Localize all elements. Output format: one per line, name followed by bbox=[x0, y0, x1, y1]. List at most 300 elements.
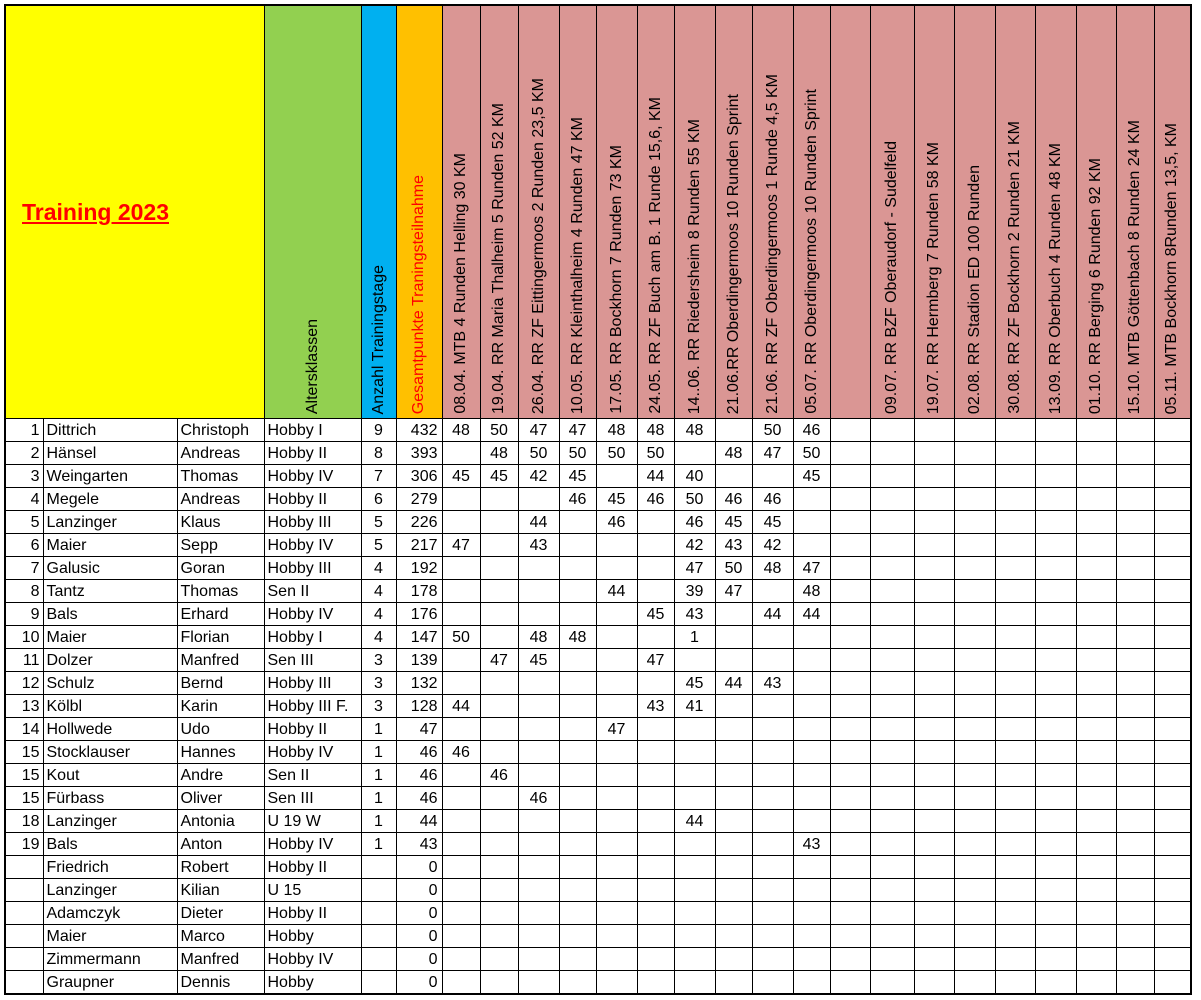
rank-cell bbox=[5, 925, 43, 948]
points-cell bbox=[1035, 741, 1076, 764]
points-cell bbox=[1035, 465, 1076, 488]
points-cell bbox=[954, 764, 995, 787]
points-cell bbox=[596, 971, 637, 995]
points-cell bbox=[752, 741, 793, 764]
points-cell bbox=[442, 442, 480, 465]
points-cell bbox=[637, 948, 674, 971]
lastname-cell: Dolzer bbox=[43, 649, 177, 672]
points-cell bbox=[1116, 695, 1154, 718]
points-cell bbox=[914, 879, 954, 902]
points-cell bbox=[1076, 902, 1116, 925]
points-cell bbox=[442, 488, 480, 511]
points-cell: 44 bbox=[715, 672, 752, 695]
points-cell bbox=[995, 971, 1035, 995]
points-cell bbox=[793, 856, 830, 879]
total-cell: 393 bbox=[396, 442, 442, 465]
points-cell bbox=[442, 971, 480, 995]
points-cell bbox=[1116, 856, 1154, 879]
header-event-7 bbox=[715, 5, 752, 419]
class-cell: Hobby II bbox=[264, 488, 361, 511]
points-cell bbox=[995, 419, 1035, 442]
points-cell bbox=[1154, 948, 1191, 971]
rank-cell: 13 bbox=[5, 695, 43, 718]
class-cell: Hobby IV bbox=[264, 465, 361, 488]
total-cell: 147 bbox=[396, 626, 442, 649]
points-cell bbox=[518, 580, 559, 603]
lastname-cell: Dittrich bbox=[43, 419, 177, 442]
points-cell bbox=[637, 557, 674, 580]
points-cell bbox=[518, 856, 559, 879]
total-cell: 139 bbox=[396, 649, 442, 672]
points-cell bbox=[830, 419, 870, 442]
points-cell bbox=[1116, 672, 1154, 695]
points-cell bbox=[1116, 626, 1154, 649]
firstname-cell: Kilian bbox=[177, 879, 264, 902]
points-cell: 39 bbox=[674, 580, 715, 603]
points-cell bbox=[914, 672, 954, 695]
header-event-label: 13.09. RR Oberbuch 4 Runden 48 KM bbox=[1046, 142, 1064, 414]
points-cell bbox=[637, 879, 674, 902]
points-cell bbox=[637, 534, 674, 557]
points-cell bbox=[870, 603, 914, 626]
points-cell bbox=[914, 534, 954, 557]
points-cell bbox=[870, 879, 914, 902]
points-cell bbox=[518, 741, 559, 764]
rank-cell bbox=[5, 971, 43, 995]
points-cell bbox=[1116, 925, 1154, 948]
points-cell bbox=[1076, 810, 1116, 833]
header-event-label: 21.06. RR ZF Oberdingermoos 1 Runde 4,5 KM bbox=[763, 74, 781, 414]
rank-cell: 14 bbox=[5, 718, 43, 741]
points-cell bbox=[1154, 557, 1191, 580]
points-cell bbox=[637, 764, 674, 787]
points-cell bbox=[870, 764, 914, 787]
points-cell bbox=[1076, 718, 1116, 741]
points-cell bbox=[637, 672, 674, 695]
points-cell: 45 bbox=[674, 672, 715, 695]
points-cell bbox=[559, 948, 596, 971]
points-cell bbox=[830, 810, 870, 833]
points-cell bbox=[752, 695, 793, 718]
points-cell bbox=[480, 902, 518, 925]
header-event-5 bbox=[637, 5, 674, 419]
firstname-cell: Karin bbox=[177, 695, 264, 718]
points-cell bbox=[518, 695, 559, 718]
total-cell: 0 bbox=[396, 902, 442, 925]
points-cell bbox=[1035, 971, 1076, 995]
points-cell bbox=[914, 557, 954, 580]
points-cell bbox=[830, 902, 870, 925]
points-cell: 44 bbox=[637, 465, 674, 488]
points-cell: 45 bbox=[559, 465, 596, 488]
days-cell: 3 bbox=[361, 649, 396, 672]
points-cell bbox=[1076, 626, 1116, 649]
table-row bbox=[5, 971, 1191, 995]
points-cell bbox=[637, 718, 674, 741]
points-cell bbox=[596, 856, 637, 879]
points-cell bbox=[995, 741, 1035, 764]
points-cell: 46 bbox=[442, 741, 480, 764]
points-cell bbox=[559, 718, 596, 741]
firstname-cell: Andreas bbox=[177, 442, 264, 465]
points-cell bbox=[715, 626, 752, 649]
class-cell: Hobby IV bbox=[264, 534, 361, 557]
header-event-label: 19.04. RR Maria Thalheim 5 Runden 52 KM bbox=[490, 103, 507, 414]
points-cell bbox=[715, 419, 752, 442]
points-cell bbox=[1035, 879, 1076, 902]
total-cell: 226 bbox=[396, 511, 442, 534]
table-row bbox=[5, 948, 1191, 971]
total-cell: 0 bbox=[396, 856, 442, 879]
points-cell bbox=[1154, 465, 1191, 488]
lastname-cell: Adamczyk bbox=[43, 902, 177, 925]
header-event-1 bbox=[480, 5, 518, 419]
points-cell bbox=[870, 580, 914, 603]
points-cell bbox=[830, 534, 870, 557]
total-cell: 132 bbox=[396, 672, 442, 695]
points-cell bbox=[1116, 603, 1154, 626]
points-cell bbox=[954, 672, 995, 695]
table-row bbox=[5, 856, 1191, 879]
points-cell bbox=[715, 833, 752, 856]
table-row bbox=[5, 902, 1191, 925]
points-cell bbox=[1154, 695, 1191, 718]
points-cell bbox=[518, 764, 559, 787]
points-cell bbox=[1154, 925, 1191, 948]
points-cell bbox=[1116, 741, 1154, 764]
points-cell bbox=[830, 557, 870, 580]
rank-cell bbox=[5, 879, 43, 902]
rank-cell: 11 bbox=[5, 649, 43, 672]
points-cell bbox=[1076, 603, 1116, 626]
header-event-6 bbox=[674, 5, 715, 419]
points-cell bbox=[752, 626, 793, 649]
points-cell bbox=[1035, 787, 1076, 810]
header-event-16 bbox=[1076, 5, 1116, 419]
firstname-cell: Thomas bbox=[177, 580, 264, 603]
lastname-cell: Hollwede bbox=[43, 718, 177, 741]
points-cell bbox=[674, 925, 715, 948]
points-cell bbox=[674, 902, 715, 925]
lastname-cell: Maier bbox=[43, 534, 177, 557]
points-cell bbox=[914, 718, 954, 741]
points-cell bbox=[1076, 925, 1116, 948]
points-cell bbox=[1116, 649, 1154, 672]
points-cell bbox=[752, 580, 793, 603]
points-cell bbox=[914, 902, 954, 925]
points-cell bbox=[954, 833, 995, 856]
firstname-cell: Andre bbox=[177, 764, 264, 787]
points-cell bbox=[674, 718, 715, 741]
points-cell bbox=[914, 971, 954, 995]
points-cell bbox=[637, 971, 674, 995]
points-cell bbox=[1076, 557, 1116, 580]
class-cell: Hobby I bbox=[264, 626, 361, 649]
points-cell: 43 bbox=[674, 603, 715, 626]
firstname-cell: Goran bbox=[177, 557, 264, 580]
points-cell bbox=[1035, 511, 1076, 534]
points-cell bbox=[559, 511, 596, 534]
days-cell bbox=[361, 925, 396, 948]
points-cell bbox=[1076, 695, 1116, 718]
points-cell bbox=[1035, 902, 1076, 925]
points-cell bbox=[442, 511, 480, 534]
table-row bbox=[5, 695, 1191, 718]
points-cell bbox=[830, 649, 870, 672]
points-cell bbox=[1076, 488, 1116, 511]
class-cell: Sen III bbox=[264, 787, 361, 810]
points-cell bbox=[995, 695, 1035, 718]
points-cell bbox=[442, 948, 480, 971]
points-cell bbox=[870, 833, 914, 856]
points-cell bbox=[1076, 534, 1116, 557]
points-cell bbox=[596, 741, 637, 764]
points-cell bbox=[1076, 971, 1116, 995]
points-cell bbox=[480, 948, 518, 971]
points-cell bbox=[1154, 741, 1191, 764]
points-cell bbox=[954, 695, 995, 718]
points-cell: 42 bbox=[752, 534, 793, 557]
points-cell bbox=[1116, 718, 1154, 741]
points-cell bbox=[596, 626, 637, 649]
points-cell bbox=[954, 419, 995, 442]
points-cell bbox=[830, 856, 870, 879]
points-cell bbox=[715, 971, 752, 995]
rank-cell: 4 bbox=[5, 488, 43, 511]
lastname-cell: Lanzinger bbox=[43, 879, 177, 902]
points-cell bbox=[1116, 465, 1154, 488]
days-cell bbox=[361, 948, 396, 971]
points-cell bbox=[954, 557, 995, 580]
points-cell bbox=[870, 971, 914, 995]
points-cell bbox=[995, 511, 1035, 534]
points-cell bbox=[914, 626, 954, 649]
rank-cell: 3 bbox=[5, 465, 43, 488]
points-cell bbox=[596, 695, 637, 718]
points-cell: 43 bbox=[637, 695, 674, 718]
firstname-cell: Thomas bbox=[177, 465, 264, 488]
points-cell bbox=[1116, 902, 1154, 925]
points-cell bbox=[995, 557, 1035, 580]
points-cell bbox=[1076, 764, 1116, 787]
points-cell bbox=[480, 534, 518, 557]
header-event-label: 17.05. RR Bockhorn 7 Runden 73 KM bbox=[607, 145, 625, 414]
points-cell bbox=[995, 879, 1035, 902]
points-cell: 46 bbox=[559, 488, 596, 511]
points-cell bbox=[637, 833, 674, 856]
rank-cell bbox=[5, 902, 43, 925]
points-cell bbox=[1035, 948, 1076, 971]
points-cell bbox=[830, 948, 870, 971]
points-cell bbox=[559, 787, 596, 810]
points-cell: 44 bbox=[674, 810, 715, 833]
points-cell bbox=[442, 718, 480, 741]
points-cell: 48 bbox=[442, 419, 480, 442]
total-cell: 192 bbox=[396, 557, 442, 580]
points-cell bbox=[830, 741, 870, 764]
table-row bbox=[5, 649, 1191, 672]
points-cell bbox=[995, 603, 1035, 626]
lastname-cell: Hänsel bbox=[43, 442, 177, 465]
points-cell bbox=[995, 810, 1035, 833]
points-cell: 48 bbox=[793, 580, 830, 603]
points-cell bbox=[914, 488, 954, 511]
points-cell: 47 bbox=[559, 419, 596, 442]
points-cell bbox=[830, 833, 870, 856]
table-row bbox=[5, 511, 1191, 534]
firstname-cell: Dennis bbox=[177, 971, 264, 995]
points-cell bbox=[1035, 626, 1076, 649]
header-event-4 bbox=[596, 5, 637, 419]
points-cell bbox=[870, 626, 914, 649]
points-cell bbox=[793, 948, 830, 971]
points-cell bbox=[1076, 787, 1116, 810]
points-cell bbox=[914, 764, 954, 787]
points-cell bbox=[954, 718, 995, 741]
points-cell bbox=[596, 948, 637, 971]
points-cell bbox=[518, 810, 559, 833]
days-cell: 7 bbox=[361, 465, 396, 488]
points-cell bbox=[518, 925, 559, 948]
days-cell: 4 bbox=[361, 557, 396, 580]
points-cell bbox=[1035, 672, 1076, 695]
points-cell bbox=[793, 925, 830, 948]
points-cell bbox=[1116, 557, 1154, 580]
points-cell bbox=[870, 442, 914, 465]
points-cell bbox=[793, 741, 830, 764]
lastname-cell: Bals bbox=[43, 833, 177, 856]
points-cell bbox=[596, 649, 637, 672]
points-cell bbox=[793, 488, 830, 511]
points-cell bbox=[1154, 511, 1191, 534]
points-cell bbox=[954, 534, 995, 557]
points-cell: 44 bbox=[518, 511, 559, 534]
header-event-2 bbox=[518, 5, 559, 419]
rank-cell: 7 bbox=[5, 557, 43, 580]
points-cell: 47 bbox=[752, 442, 793, 465]
rank-cell bbox=[5, 856, 43, 879]
points-cell bbox=[480, 557, 518, 580]
class-cell: Sen III bbox=[264, 649, 361, 672]
points-cell bbox=[954, 856, 995, 879]
points-cell bbox=[830, 511, 870, 534]
points-cell: 45 bbox=[480, 465, 518, 488]
lastname-cell: Zimmermann bbox=[43, 948, 177, 971]
total-cell: 0 bbox=[396, 879, 442, 902]
points-cell bbox=[1154, 534, 1191, 557]
points-cell bbox=[1154, 419, 1191, 442]
points-cell: 50 bbox=[637, 442, 674, 465]
points-cell bbox=[870, 856, 914, 879]
points-cell bbox=[793, 902, 830, 925]
points-cell bbox=[793, 810, 830, 833]
firstname-cell: Bernd bbox=[177, 672, 264, 695]
days-cell: 1 bbox=[361, 787, 396, 810]
total-cell: 46 bbox=[396, 787, 442, 810]
rank-cell: 1 bbox=[5, 419, 43, 442]
points-cell bbox=[830, 603, 870, 626]
points-cell bbox=[1116, 511, 1154, 534]
points-cell bbox=[480, 810, 518, 833]
points-cell bbox=[674, 833, 715, 856]
points-cell: 45 bbox=[793, 465, 830, 488]
firstname-cell: Anton bbox=[177, 833, 264, 856]
table-row bbox=[5, 787, 1191, 810]
points-cell bbox=[715, 810, 752, 833]
points-cell: 48 bbox=[480, 442, 518, 465]
points-cell bbox=[954, 948, 995, 971]
rank-cell: 19 bbox=[5, 833, 43, 856]
points-cell bbox=[995, 718, 1035, 741]
points-cell bbox=[596, 465, 637, 488]
points-cell bbox=[559, 879, 596, 902]
points-cell bbox=[752, 810, 793, 833]
points-cell bbox=[830, 971, 870, 995]
points-cell bbox=[480, 925, 518, 948]
points-cell bbox=[1076, 442, 1116, 465]
points-cell bbox=[674, 856, 715, 879]
points-cell bbox=[1076, 419, 1116, 442]
total-cell: 306 bbox=[396, 465, 442, 488]
points-cell bbox=[830, 879, 870, 902]
rank-cell: 9 bbox=[5, 603, 43, 626]
header-event-3 bbox=[559, 5, 596, 419]
points-cell: 40 bbox=[674, 465, 715, 488]
points-cell bbox=[870, 672, 914, 695]
days-cell: 4 bbox=[361, 603, 396, 626]
points-cell bbox=[1116, 419, 1154, 442]
points-cell: 47 bbox=[793, 557, 830, 580]
points-cell bbox=[914, 442, 954, 465]
firstname-cell: Manfred bbox=[177, 649, 264, 672]
class-cell: Hobby II bbox=[264, 856, 361, 879]
table-row bbox=[5, 764, 1191, 787]
lastname-cell: Maier bbox=[43, 925, 177, 948]
rank-cell: 12 bbox=[5, 672, 43, 695]
points-cell bbox=[1154, 672, 1191, 695]
points-cell bbox=[1076, 672, 1116, 695]
points-cell bbox=[954, 649, 995, 672]
points-cell bbox=[954, 465, 995, 488]
points-cell bbox=[596, 672, 637, 695]
points-cell bbox=[559, 603, 596, 626]
lastname-cell: Kölbl bbox=[43, 695, 177, 718]
firstname-cell: Antonia bbox=[177, 810, 264, 833]
points-cell bbox=[1035, 488, 1076, 511]
points-cell bbox=[674, 741, 715, 764]
points-cell bbox=[752, 787, 793, 810]
points-cell: 48 bbox=[674, 419, 715, 442]
points-cell bbox=[1154, 902, 1191, 925]
points-cell bbox=[752, 764, 793, 787]
points-cell bbox=[480, 672, 518, 695]
table-row bbox=[5, 833, 1191, 856]
points-cell bbox=[914, 603, 954, 626]
points-cell bbox=[954, 925, 995, 948]
points-cell: 44 bbox=[442, 695, 480, 718]
points-cell bbox=[518, 603, 559, 626]
lastname-cell: Kout bbox=[43, 764, 177, 787]
days-cell: 6 bbox=[361, 488, 396, 511]
points-cell bbox=[1035, 718, 1076, 741]
points-cell bbox=[637, 856, 674, 879]
firstname-cell: Erhard bbox=[177, 603, 264, 626]
days-cell bbox=[361, 902, 396, 925]
header-event-11 bbox=[870, 5, 914, 419]
points-cell: 41 bbox=[674, 695, 715, 718]
points-cell bbox=[752, 902, 793, 925]
points-cell bbox=[1116, 534, 1154, 557]
